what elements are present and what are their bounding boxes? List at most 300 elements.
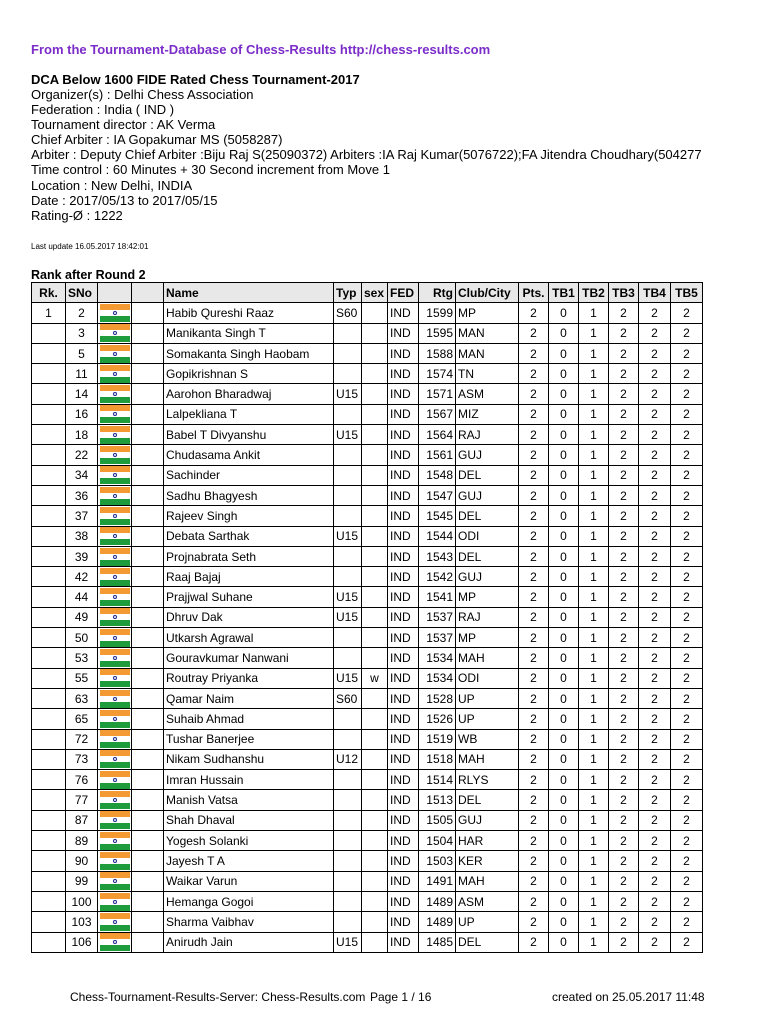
table-row xyxy=(32,546,703,566)
cell-typ: S60 xyxy=(334,688,362,708)
cell-sex xyxy=(362,831,388,851)
cell-tb2: 1 xyxy=(579,831,609,851)
cell-start-number: 100 xyxy=(66,891,98,911)
col-tb2: TB2 xyxy=(579,283,609,303)
cell-sex xyxy=(362,404,388,424)
cell-fed: IND xyxy=(388,303,419,323)
table-row xyxy=(32,526,703,546)
cell-typ: U15 xyxy=(334,668,362,688)
cell-rating: 1534 xyxy=(419,648,456,668)
cell-tb2: 1 xyxy=(579,445,609,465)
cell-tb1: 0 xyxy=(549,465,579,485)
cell-title xyxy=(132,851,164,871)
cell-tb3: 2 xyxy=(609,912,639,932)
cell-tb3: 2 xyxy=(609,810,639,830)
cell-start-number: 77 xyxy=(66,790,98,810)
cell-flag xyxy=(98,668,132,688)
cell-typ xyxy=(334,404,362,424)
col-flag xyxy=(98,283,132,303)
table-row xyxy=(32,607,703,627)
cell-typ: U15 xyxy=(334,526,362,546)
cell-tb5: 2 xyxy=(671,384,703,404)
cell-tb5: 2 xyxy=(671,912,703,932)
cell-tb3: 2 xyxy=(609,404,639,424)
cell-tb5: 2 xyxy=(671,891,703,911)
cell-tb2: 1 xyxy=(579,688,609,708)
cell-title xyxy=(132,729,164,749)
table-row xyxy=(32,404,703,424)
cell-tb2: 1 xyxy=(579,343,609,363)
cell-sex xyxy=(362,871,388,891)
cell-fed: IND xyxy=(388,932,419,952)
cell-flag xyxy=(98,485,132,505)
cell-name: Jayesh T A xyxy=(164,851,334,871)
cell-name: Somakanta Singh Haobam xyxy=(164,343,334,363)
india-flag-icon xyxy=(100,832,130,850)
cell-tb1: 0 xyxy=(549,770,579,790)
cell-tb5: 2 xyxy=(671,303,703,323)
cell-sex xyxy=(362,546,388,566)
info-organizer: Organizer(s) : Delhi Chess Association xyxy=(31,87,254,102)
cell-tb3: 2 xyxy=(609,891,639,911)
cell-tb2: 1 xyxy=(579,668,609,688)
col-rk: Rk. xyxy=(32,283,66,303)
cell-fed: IND xyxy=(388,607,419,627)
cell-fed: IND xyxy=(388,831,419,851)
cell-club: GUJ xyxy=(456,445,519,465)
cell-rank xyxy=(32,891,66,911)
cell-title xyxy=(132,384,164,404)
cell-fed: IND xyxy=(388,465,419,485)
cell-fed: IND xyxy=(388,770,419,790)
source-line[interactable]: From the Tournament-Database of Chess-Results http://chess-results.com xyxy=(31,42,491,57)
cell-points: 2 xyxy=(519,506,549,526)
cell-rating: 1519 xyxy=(419,729,456,749)
cell-tb4: 2 xyxy=(639,384,671,404)
cell-points: 2 xyxy=(519,709,549,729)
cell-points: 2 xyxy=(519,648,549,668)
cell-start-number: 90 xyxy=(66,851,98,871)
cell-club: HAR xyxy=(456,831,519,851)
cell-rank xyxy=(32,384,66,404)
cell-sex xyxy=(362,851,388,871)
cell-flag xyxy=(98,912,132,932)
cell-rank xyxy=(32,343,66,363)
cell-start-number: 14 xyxy=(66,384,98,404)
col-fed: FED xyxy=(388,283,419,303)
cell-tb1: 0 xyxy=(549,648,579,668)
cell-tb2: 1 xyxy=(579,546,609,566)
cell-club: KER xyxy=(456,851,519,871)
col-rtg: Rtg xyxy=(419,283,456,303)
cell-name: Babel T Divyanshu xyxy=(164,425,334,445)
cell-tb4: 2 xyxy=(639,425,671,445)
cell-tb1: 0 xyxy=(549,790,579,810)
cell-tb3: 2 xyxy=(609,607,639,627)
cell-start-number: 49 xyxy=(66,607,98,627)
cell-rating: 1504 xyxy=(419,831,456,851)
cell-sex xyxy=(362,323,388,343)
india-flag-icon xyxy=(100,304,130,322)
cell-tb2: 1 xyxy=(579,729,609,749)
cell-flag xyxy=(98,465,132,485)
cell-typ: U15 xyxy=(334,587,362,607)
cell-typ: U15 xyxy=(334,932,362,952)
cell-tb3: 2 xyxy=(609,668,639,688)
cell-name: Sadhu Bhagyesh xyxy=(164,485,334,505)
cell-points: 2 xyxy=(519,546,549,566)
india-flag-icon xyxy=(100,385,130,403)
cell-tb1: 0 xyxy=(549,810,579,830)
cell-tb4: 2 xyxy=(639,648,671,668)
cell-tb1: 0 xyxy=(549,851,579,871)
cell-fed: IND xyxy=(388,810,419,830)
cell-points: 2 xyxy=(519,425,549,445)
cell-sex xyxy=(362,648,388,668)
cell-points: 2 xyxy=(519,628,549,648)
cell-start-number: 50 xyxy=(66,628,98,648)
cell-start-number: 18 xyxy=(66,425,98,445)
cell-points: 2 xyxy=(519,607,549,627)
table-row xyxy=(32,810,703,830)
cell-points: 2 xyxy=(519,485,549,505)
cell-rating: 1505 xyxy=(419,810,456,830)
cell-club: MP xyxy=(456,628,519,648)
cell-title xyxy=(132,364,164,384)
cell-club: RAJ xyxy=(456,425,519,445)
cell-tb3: 2 xyxy=(609,851,639,871)
cell-tb3: 2 xyxy=(609,343,639,363)
cell-tb2: 1 xyxy=(579,303,609,323)
cell-tb2: 1 xyxy=(579,567,609,587)
cell-title xyxy=(132,648,164,668)
cell-name: Anirudh Jain xyxy=(164,932,334,952)
cell-tb1: 0 xyxy=(549,445,579,465)
cell-tb5: 2 xyxy=(671,323,703,343)
cell-rank xyxy=(32,912,66,932)
cell-tb3: 2 xyxy=(609,384,639,404)
cell-sex xyxy=(362,749,388,769)
cell-tb2: 1 xyxy=(579,465,609,485)
table-row xyxy=(32,912,703,932)
india-flag-icon xyxy=(100,669,130,687)
table-row xyxy=(32,628,703,648)
cell-fed: IND xyxy=(388,587,419,607)
cell-club: GUJ xyxy=(456,485,519,505)
cell-tb2: 1 xyxy=(579,770,609,790)
cell-club: MP xyxy=(456,303,519,323)
cell-name: Projnabrata Seth xyxy=(164,546,334,566)
cell-typ xyxy=(334,465,362,485)
table-row xyxy=(32,688,703,708)
info-arbiters: Arbiter : Deputy Chief Arbiter :Biju Raj S(25090372) Arbiters :IA Raj Kumar(5076722);FA Jitendra Choudhary(504277 xyxy=(31,147,702,163)
cell-tb5: 2 xyxy=(671,465,703,485)
cell-name: Sharma Vaibhav xyxy=(164,912,334,932)
cell-tb1: 0 xyxy=(549,404,579,424)
cell-start-number: 103 xyxy=(66,912,98,932)
cell-title xyxy=(132,546,164,566)
cell-fed: IND xyxy=(388,506,419,526)
cell-start-number: 38 xyxy=(66,526,98,546)
col-tb4: TB4 xyxy=(639,283,671,303)
cell-tb3: 2 xyxy=(609,770,639,790)
cell-tb1: 0 xyxy=(549,485,579,505)
cell-title xyxy=(132,749,164,769)
cell-club: DEL xyxy=(456,465,519,485)
cell-start-number: 36 xyxy=(66,485,98,505)
cell-typ xyxy=(334,485,362,505)
cell-tb3: 2 xyxy=(609,932,639,952)
cell-sex xyxy=(362,526,388,546)
cell-typ xyxy=(334,770,362,790)
cell-title xyxy=(132,425,164,445)
cell-tb5: 2 xyxy=(671,587,703,607)
cell-title xyxy=(132,445,164,465)
cell-tb4: 2 xyxy=(639,831,671,851)
cell-sex xyxy=(362,790,388,810)
cell-name: Suhaib Ahmad xyxy=(164,709,334,729)
cell-tb4: 2 xyxy=(639,628,671,648)
cell-flag xyxy=(98,831,132,851)
cell-fed: IND xyxy=(388,688,419,708)
india-flag-icon xyxy=(100,913,130,931)
cell-name: Nikam Sudhanshu xyxy=(164,749,334,769)
cell-typ xyxy=(334,831,362,851)
cell-flag xyxy=(98,607,132,627)
col-pts: Pts. xyxy=(519,283,549,303)
cell-rank xyxy=(32,546,66,566)
cell-fed: IND xyxy=(388,628,419,648)
cell-tb2: 1 xyxy=(579,506,609,526)
cell-points: 2 xyxy=(519,465,549,485)
cell-fed: IND xyxy=(388,364,419,384)
cell-name: Imran Hussain xyxy=(164,770,334,790)
india-flag-icon xyxy=(100,588,130,606)
info-director: Tournament director : AK Verma xyxy=(31,117,216,133)
cell-tb1: 0 xyxy=(549,709,579,729)
cell-flag xyxy=(98,546,132,566)
cell-tb3: 2 xyxy=(609,587,639,607)
cell-rank xyxy=(32,445,66,465)
cell-tb5: 2 xyxy=(671,607,703,627)
table-row xyxy=(32,851,703,871)
cell-name: Raaj Bajaj xyxy=(164,567,334,587)
cell-fed: IND xyxy=(388,891,419,911)
cell-rating: 1599 xyxy=(419,303,456,323)
cell-rank xyxy=(32,729,66,749)
cell-fed: IND xyxy=(388,749,419,769)
cell-name: Dhruv Dak xyxy=(164,607,334,627)
cell-typ xyxy=(334,912,362,932)
tournament-info xyxy=(31,87,768,223)
cell-points: 2 xyxy=(519,587,549,607)
cell-rating: 1548 xyxy=(419,465,456,485)
india-flag-icon xyxy=(100,872,130,890)
cell-start-number: 39 xyxy=(66,546,98,566)
cell-flag xyxy=(98,303,132,323)
cell-tb3: 2 xyxy=(609,709,639,729)
cell-title xyxy=(132,343,164,363)
cell-rating: 1571 xyxy=(419,384,456,404)
cell-rating: 1518 xyxy=(419,749,456,769)
cell-sex xyxy=(362,770,388,790)
cell-start-number: 76 xyxy=(66,770,98,790)
cell-rating: 1567 xyxy=(419,404,456,424)
cell-tb3: 2 xyxy=(609,729,639,749)
cell-rating: 1595 xyxy=(419,323,456,343)
cell-tb3: 2 xyxy=(609,465,639,485)
cell-flag xyxy=(98,628,132,648)
cell-name: Gouravkumar Nanwani xyxy=(164,648,334,668)
cell-club: RAJ xyxy=(456,607,519,627)
cell-flag xyxy=(98,891,132,911)
cell-tb3: 2 xyxy=(609,831,639,851)
table-header-row xyxy=(32,283,703,303)
cell-title xyxy=(132,810,164,830)
india-flag-icon xyxy=(100,507,130,525)
cell-typ xyxy=(334,546,362,566)
cell-tb4: 2 xyxy=(639,343,671,363)
cell-points: 2 xyxy=(519,871,549,891)
info-time-control: Time control : 60 Minutes + 30 Second increment from Move 1 xyxy=(31,162,390,178)
cell-tb1: 0 xyxy=(549,628,579,648)
cell-tb2: 1 xyxy=(579,526,609,546)
cell-typ xyxy=(334,851,362,871)
table-row xyxy=(32,425,703,445)
cell-tb4: 2 xyxy=(639,749,671,769)
cell-tb2: 1 xyxy=(579,364,609,384)
cell-rating: 1537 xyxy=(419,607,456,627)
cell-tb2: 1 xyxy=(579,749,609,769)
cell-tb4: 2 xyxy=(639,587,671,607)
cell-tb5: 2 xyxy=(671,668,703,688)
cell-points: 2 xyxy=(519,343,549,363)
cell-tb3: 2 xyxy=(609,445,639,465)
cell-sex xyxy=(362,485,388,505)
cell-tb4: 2 xyxy=(639,912,671,932)
cell-tb4: 2 xyxy=(639,891,671,911)
cell-name: Manikanta Singh T xyxy=(164,323,334,343)
cell-club: DEL xyxy=(456,546,519,566)
cell-rating: 1526 xyxy=(419,709,456,729)
cell-tb5: 2 xyxy=(671,343,703,363)
cell-club: ODI xyxy=(456,668,519,688)
cell-rank xyxy=(32,607,66,627)
cell-rating: 1503 xyxy=(419,851,456,871)
info-federation: Federation : India ( IND ) xyxy=(31,102,175,118)
cell-points: 2 xyxy=(519,445,549,465)
cell-rating: 1574 xyxy=(419,364,456,384)
table-row xyxy=(32,303,703,323)
cell-club: RLYS xyxy=(456,770,519,790)
cell-title xyxy=(132,506,164,526)
cell-tb1: 0 xyxy=(549,912,579,932)
table-row xyxy=(32,729,703,749)
info-rating-average: Rating-Ø : 1222 xyxy=(31,207,123,223)
cell-title xyxy=(132,465,164,485)
cell-club: GUJ xyxy=(456,810,519,830)
cell-rank xyxy=(32,688,66,708)
cell-tb4: 2 xyxy=(639,364,671,384)
india-flag-icon xyxy=(100,446,130,464)
cell-club: MAH xyxy=(456,871,519,891)
cell-sex xyxy=(362,709,388,729)
table-row xyxy=(32,891,703,911)
india-flag-icon xyxy=(100,345,130,363)
cell-fed: IND xyxy=(388,425,419,445)
info-chief-arbiter: Chief Arbiter : IA Gopakumar MS (5058287) xyxy=(31,132,283,148)
cell-title xyxy=(132,688,164,708)
cell-flag xyxy=(98,526,132,546)
cell-tb4: 2 xyxy=(639,485,671,505)
cell-tb3: 2 xyxy=(609,303,639,323)
cell-tb2: 1 xyxy=(579,932,609,952)
cell-typ: S60 xyxy=(334,303,362,323)
cell-sex xyxy=(362,912,388,932)
cell-tb1: 0 xyxy=(549,384,579,404)
cell-rank xyxy=(32,567,66,587)
cell-tb5: 2 xyxy=(671,790,703,810)
cell-flag xyxy=(98,343,132,363)
cell-rank xyxy=(32,526,66,546)
cell-tb5: 2 xyxy=(671,871,703,891)
cell-sex xyxy=(362,587,388,607)
table-row xyxy=(32,709,703,729)
cell-start-number: 65 xyxy=(66,709,98,729)
cell-start-number: 16 xyxy=(66,404,98,424)
cell-typ: U15 xyxy=(334,607,362,627)
cell-flag xyxy=(98,364,132,384)
cell-tb4: 2 xyxy=(639,404,671,424)
cell-tb3: 2 xyxy=(609,749,639,769)
cell-start-number: 11 xyxy=(66,364,98,384)
cell-rank xyxy=(32,770,66,790)
cell-tb4: 2 xyxy=(639,688,671,708)
cell-flag xyxy=(98,648,132,668)
table-row xyxy=(32,506,703,526)
info-location: Location : New Delhi, INDIA xyxy=(31,177,193,193)
cell-tb5: 2 xyxy=(671,628,703,648)
india-flag-icon xyxy=(100,365,130,383)
cell-tb1: 0 xyxy=(549,871,579,891)
cell-tb2: 1 xyxy=(579,404,609,424)
cell-title xyxy=(132,587,164,607)
cell-tb5: 2 xyxy=(671,364,703,384)
cell-rank xyxy=(32,668,66,688)
cell-flag xyxy=(98,506,132,526)
cell-tb2: 1 xyxy=(579,891,609,911)
cell-title xyxy=(132,526,164,546)
cell-tb5: 2 xyxy=(671,770,703,790)
table-row xyxy=(32,831,703,851)
cell-flag xyxy=(98,871,132,891)
cell-typ xyxy=(334,323,362,343)
cell-tb4: 2 xyxy=(639,303,671,323)
cell-tb2: 1 xyxy=(579,384,609,404)
cell-title xyxy=(132,668,164,688)
cell-tb5: 2 xyxy=(671,567,703,587)
india-flag-icon xyxy=(100,811,130,829)
cell-flag xyxy=(98,425,132,445)
table-row xyxy=(32,465,703,485)
table-row xyxy=(32,668,703,688)
india-flag-icon xyxy=(100,405,130,423)
cell-typ: U12 xyxy=(334,749,362,769)
table-row xyxy=(32,323,703,343)
cell-rank xyxy=(32,790,66,810)
cell-fed: IND xyxy=(388,871,419,891)
cell-rank xyxy=(32,810,66,830)
